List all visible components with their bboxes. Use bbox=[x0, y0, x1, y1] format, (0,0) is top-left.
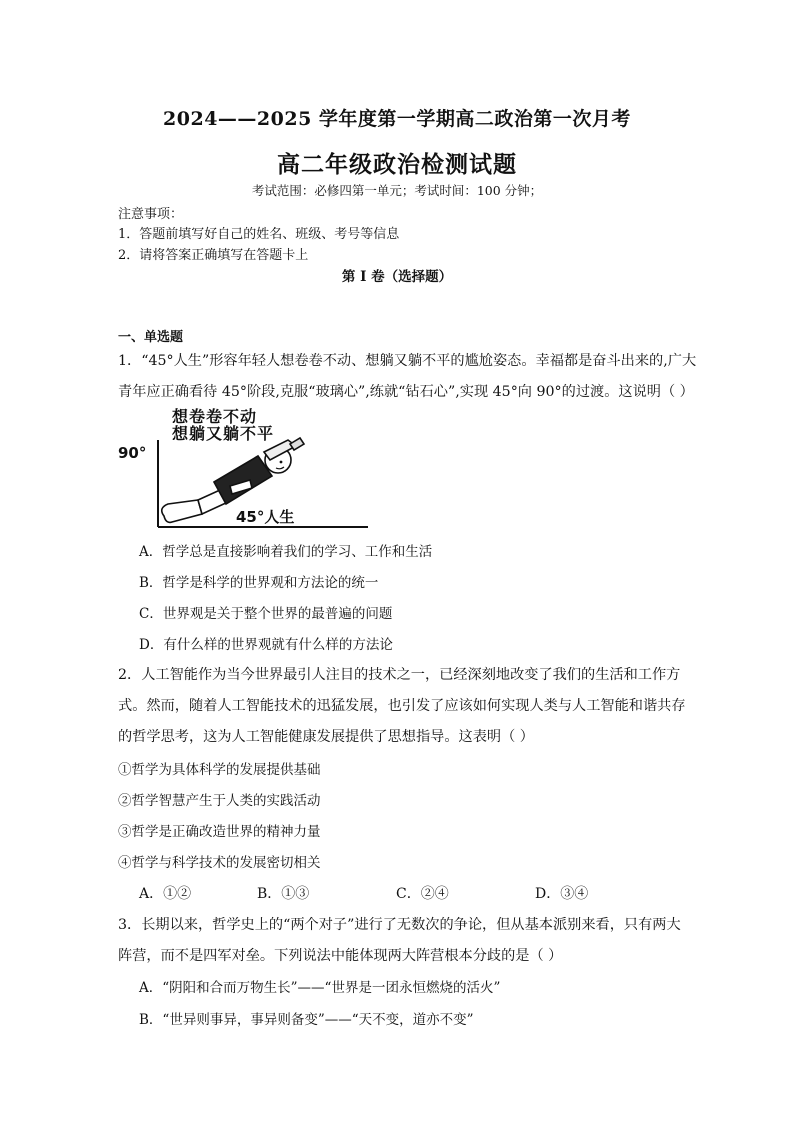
question-1-figure bbox=[118, 408, 378, 532]
note-item-2: 2．请将答案正确填写在答题卡上 bbox=[118, 248, 309, 263]
question-2-statement-4: ④哲学与科学技术的发展密切相关 bbox=[118, 855, 321, 871]
question-1-option-a: A．哲学总是直接影响着我们的学习、工作和生活 bbox=[139, 544, 433, 560]
question-2-option-c: C．②④ bbox=[396, 886, 449, 902]
figure-caption-line2: 想躺又躺不平 bbox=[172, 424, 275, 443]
figure-label-90: 90° bbox=[118, 444, 147, 462]
question-1-stem-line2: 青年应正确看待 45°阶段,克服“玻璃心”,练就“钻石心”,实现 45°向 90°的过渡。这说明（ ） bbox=[118, 384, 694, 400]
volume-title: 第 I 卷（选择题） bbox=[341, 269, 453, 285]
note-item-1: 1．答题前填写好自己的姓名、班级、考号等信息 bbox=[118, 227, 400, 242]
question-2-stem-line1: 2．人工智能作为当今世界最引人注目的技术之一，已经深刻地改变了我们的生活和工作方 bbox=[118, 667, 681, 683]
question-2-option-b: B．①③ bbox=[257, 886, 310, 902]
section-title: 一、单选题 bbox=[118, 330, 184, 345]
question-3-option-b: B．“世异则事异，事异则备变”——“天不变，道亦不变” bbox=[139, 1012, 474, 1028]
question-1-stem-line1: 1．“45°人生”形容年轻人想卷卷不动、想躺又躺不平的尴尬姿态。幸福都是奋斗出来的,广大 bbox=[118, 353, 697, 369]
figure-caption-line1: 想卷卷不动 bbox=[172, 407, 258, 426]
notes-heading: 注意事项： bbox=[118, 207, 184, 222]
question-2-statement-2: ②哲学智慧产生于人类的实践活动 bbox=[118, 793, 321, 809]
figure-illustration bbox=[118, 408, 378, 532]
question-3-option-a: A．“阴阳和合而万物生长”——“世界是一团永恒燃烧的活火” bbox=[139, 980, 501, 996]
question-2-option-a: A．①② bbox=[139, 886, 192, 902]
exam-series-title: 2024——2025 学年度第一学期高二政治第一次月考 bbox=[163, 108, 631, 130]
question-2-option-d: D．③④ bbox=[535, 886, 589, 902]
exam-title: 高二年级政治检测试题 bbox=[277, 151, 517, 178]
question-2-stem-line2: 式。然而，随着人工智能技术的迅猛发展，也引发了应该如何实现人类与人工智能和谐共存 bbox=[118, 698, 686, 714]
question-1-option-c: C．世界观是关于整个世界的最普遍的问题 bbox=[139, 606, 393, 622]
question-2-stem-line3: 的哲学思考，这为人工智能健康发展提供了思想指导。这表明（ ） bbox=[118, 729, 534, 745]
figure-label-45: 45°人生 bbox=[236, 508, 295, 526]
question-3-stem-line1: 3．长期以来，哲学史上的“两个对子”进行了无数次的争论，但从基本派别来看，只有两大 bbox=[118, 917, 681, 933]
question-2-statement-1: ①哲学为具体科学的发展提供基础 bbox=[118, 762, 321, 778]
exam-info: 考试范围：必修四第一单元；考试时间：100 分钟； bbox=[251, 183, 543, 198]
question-1-option-b: B．哲学是科学的世界观和方法论的统一 bbox=[139, 575, 379, 591]
question-2-statement-3: ③哲学是正确改造世界的精神力量 bbox=[118, 824, 321, 840]
question-3-stem-line2: 阵营，而不是四军对垒。下列说法中能体现两大阵营根本分歧的是（ ） bbox=[118, 948, 563, 964]
question-1-option-d: D．有什么样的世界观就有什么样的方法论 bbox=[139, 637, 393, 653]
